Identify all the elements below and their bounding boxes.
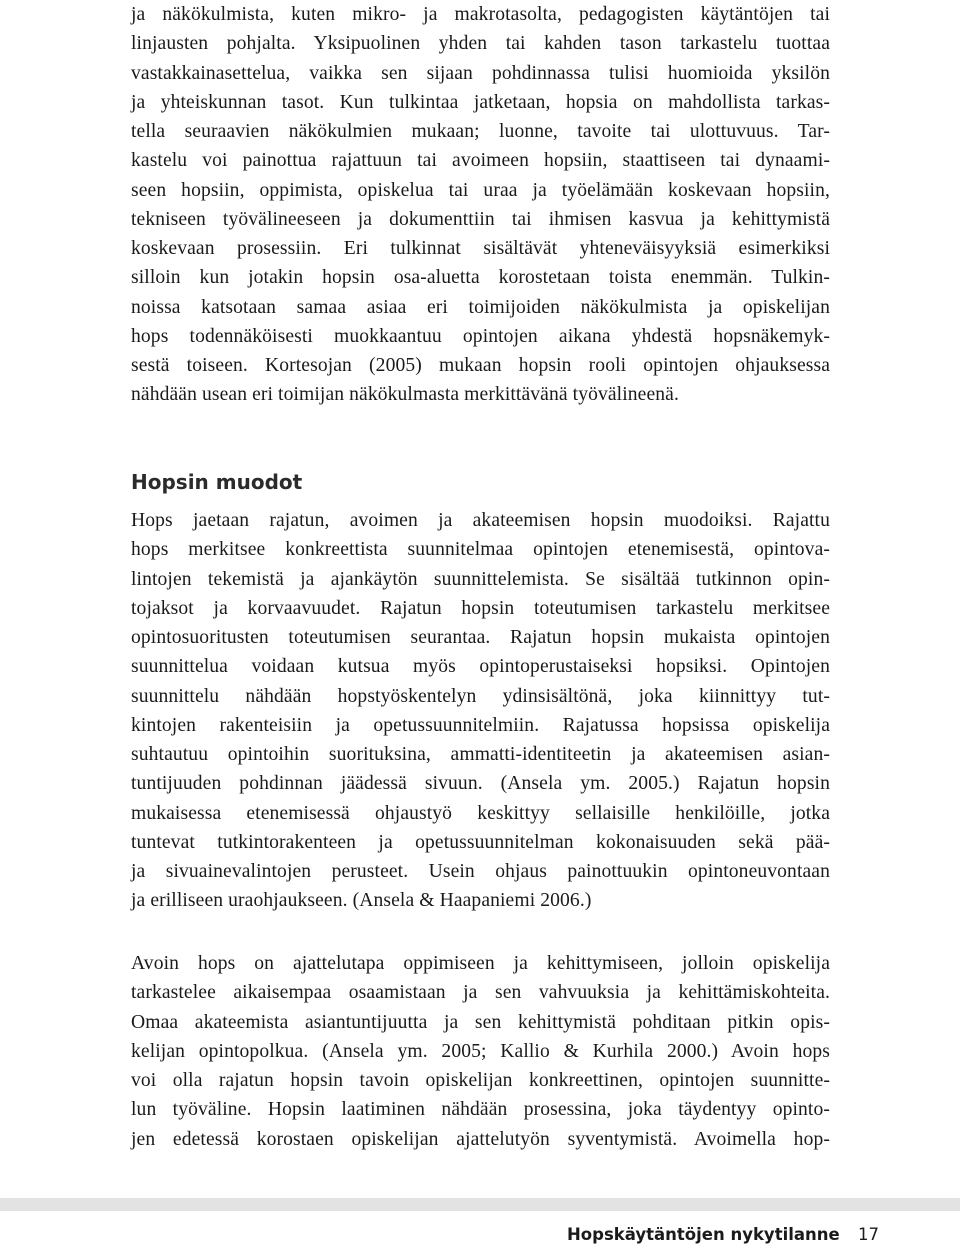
page-number: 17 [858,1225,879,1244]
text-line: opintosuoritusten toteutumisen seurantaa. Rajatun hopsin mukaista opintojen [131,627,830,648]
text-line: ja sivuainevalintojen perusteet. Usein ohjaus painottuukin opintoneuvontaan [131,861,830,882]
text-line: tarkastelee aikaisempaa osaamistaan ja sen vahvuuksia ja kehittämiskohteita. [131,982,830,1004]
section-heading: Hopsin muodot [131,470,303,494]
text-line: noissa katsotaan samaa asiaa eri toimijoiden näkökulmista ja opiskelijan [131,296,830,318]
text-line: Omaa akateemista asiantuntijuutta ja sen kehittymistä pohditaan pitkin opis- [131,1011,830,1033]
text-line: kastelu voi painottua rajattuun tai avoimeen hopsiin, staattiseen tai dynaami- [131,150,830,172]
body-paragraph-1 [131,506,830,916]
text-line: vastakkainasettelua, vaikka sen sijaan pohdinnassa tulisi huomioida yksilön [131,62,830,84]
text-line: hops merkitsee konkreettista suunnitelmaa opintojen etenemisestä, opintova- [131,539,830,561]
text-line: kintojen rakenteisiin ja opetussuunnitelmiin. Rajatussa hopsissa opiskelija [131,714,830,736]
running-footer-title: Hopskäytäntöjen nykytilanne [567,1225,840,1244]
text-line: seen hopsiin, oppimista, opiskelua tai uraa ja työelämään koskevaan hopsiin, [131,179,830,201]
text-line: ja yhteiskunnan tasot. Kun tulkintaa jatketaan, hopsia on mahdollista tarkas- [131,91,830,113]
text-line: sestä toiseen. Kortesojan (2005) mukaan hopsin rooli opintojen ohjauksessa [131,355,830,376]
text-line: tuntijuuden pohdinnan jäädessä sivuun. (Ansela ym. 2005.) Rajatun hopsin [131,773,830,795]
text-line: suunnittelua voidaan kutsua myös opintoperustaiseksi hopsiksi. Opintojen [131,656,830,678]
text-line: lintojen tekemistä ja ajankäytön suunnittelemista. Se sisältää tutkinnon opin- [131,568,830,590]
text-line: suhtautuu opintoihin suorituksina, ammatti-identiteetin ja akateemisen asian- [131,744,830,765]
text-line: Avoin hops on ajattelutapa oppimiseen ja kehittymiseen, jolloin opiskelija [131,953,830,974]
text-line: mukaisessa etenemisessä ohjaustyö keskittyy sellaisille henkilöille, jotka [131,802,830,824]
text-line: tella seuraavien näkökulmien mukaan; luonne, tavoite tai ulottuvuus. Tar- [131,121,830,142]
text-line: Hops jaetaan rajatun, avoimen ja akateemisen hopsin muodoiksi. Rajattu [131,510,830,531]
text-line: suunnittelu nähdään hopstyöskentelyn ydinsisältönä, joka kiinnittyy tut- [131,685,830,707]
text-line: ja näkökulmista, kuten mikro- ja makrotasolta, pedagogisten käytäntöjen tai [131,4,830,25]
text-line: tekniseen työvälineeseen ja dokumenttiin tai ihmisen kasvua ja kehittymistä [131,208,830,230]
text-line: lun työväline. Hopsin laatiminen nähdään prosessina, joka täydentyy opinto- [131,1099,830,1121]
text-line: ja erilliseen uraohjaukseen. (Ansela & Haapaniemi 2006.) [131,890,592,912]
intro-paragraph [131,0,830,410]
text-line: silloin kun jotakin hopsin osa-aluetta korostetaan toista enemmän. Tulkin- [131,267,830,289]
footer-bar [0,1198,960,1211]
text-line: jen edetessä korostaen opiskelijan ajattelutyön syventymistä. Avoimella hop- [131,1128,830,1150]
text-line: nähdään usean eri toimijan näkökulmasta merkittävänä työvälineenä. [131,384,679,406]
text-line: hops todennäköisesti muokkaantuu opintojen aikana yhdestä hopsnäkemyk- [131,325,830,347]
body-paragraph-2 [131,949,830,1154]
text-line: tojaksot ja korvaavuudet. Rajatun hopsin toteutumisen tarkastelu merkitsee [131,597,830,619]
text-line: linjausten pohjalta. Yksipuolinen yhden tai kahden tason tarkastelu tuottaa [131,33,830,55]
text-line: tuntevat tutkintorakenteen ja opetussuunnitelman kokonaisuuden sekä pää- [131,831,830,853]
text-line: kelijan opintopolkua. (Ansela ym. 2005; Kallio & Kurhila 2000.) Avoin hops [131,1040,830,1062]
text-line: koskevaan prosessiin. Eri tulkinnat sisältävät yhteneväisyyksiä esimerkiksi [131,238,830,259]
text-line: voi olla rajatun hopsin tavoin opiskelijan konkreettinen, opintojen suunnitte- [131,1070,830,1091]
